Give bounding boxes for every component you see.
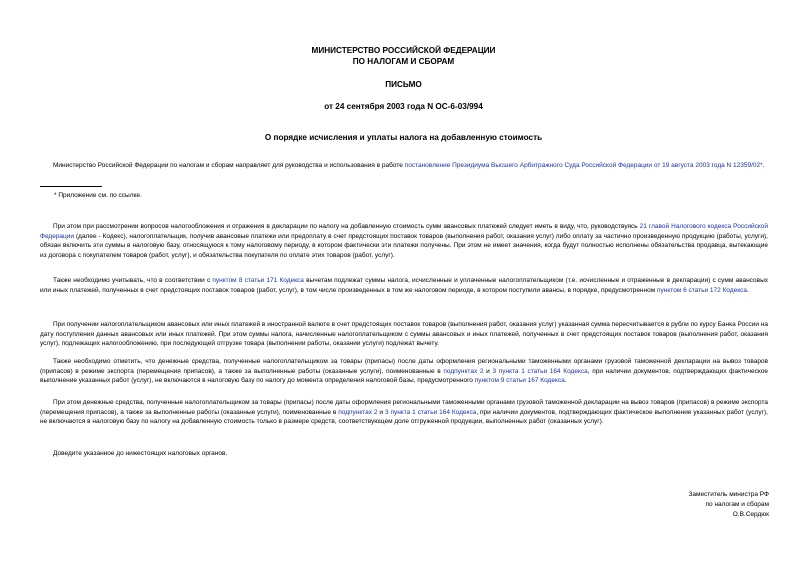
paragraph-text: . <box>747 286 749 294</box>
paragraph-text: (далее - Кодекс), налогоплательщик, получив авансовые платежи или предоплату в счет предстоящих поставок товаров (выполнения работ, оказания услуг) либо оплату за частично произведенную продукцию (работы, услуги), обязан включить эти суммы в налоговую базу, относящуюся к тому налоговому периоду, в котором фактически эти платежи получены. При этом не имеет значения, когда будут полностью исполнены обязательства продавца, вытекающие из договора с покупателем товаров (работ, услуг), и обязательства покупателя по оплате этих товаров (работ, услуг). <box>40 232 768 259</box>
intro-paragraph <box>40 161 768 171</box>
article-164-link[interactable]: 3 пункта 1 статьи 164 Кодекса <box>384 408 477 416</box>
doc-date: от 24 сентября 2003 года N ОС-6-03/994 <box>324 102 483 111</box>
ministry-line-2: ПО НАЛОГАМ И СБОРАМ <box>352 56 455 66</box>
paragraph-text: и <box>483 367 493 375</box>
paragraph-text: , при наличии документов, подтверждающих фактическое выполнение указанных работ (услуг), не включаются в налоговую базу по налогу на добавленную стоимость только в размере средств, соответствующем доле отгруженной продукции, выполненных работ (оказанных услуг). <box>40 408 768 426</box>
ministry-header <box>0 46 807 67</box>
chapter-21-link[interactable]: 21 главой Налогового кодекса Российской Федерации <box>40 223 768 240</box>
intro-text-end: . <box>762 162 765 169</box>
ministry-line-1: МИНИСТЕРСТВО РОССИЙСКОЙ ФЕДЕРАЦИИ <box>311 46 496 55</box>
article-171-link[interactable]: пунктом 8 статьи 171 Кодекса <box>212 277 304 284</box>
paragraph-text: . <box>564 377 567 385</box>
article-164-link[interactable]: 3 пункта 1 статьи 164 Кодекса <box>492 367 588 375</box>
signature-name: О.В.Сердюк <box>732 511 769 518</box>
paragraph-3 <box>40 320 768 349</box>
paragraph-5 <box>40 398 768 427</box>
resolution-link[interactable]: постановление Президиума Высшего Арбитражного Суда Российской Федерации от 19 августа 2003 года N 12359/02* <box>404 162 763 169</box>
doc-title: О порядке исчисления и уплаты налога на добавленную стоимость <box>264 133 543 142</box>
subparagraph-2-link[interactable]: подпунктах 2 <box>338 408 378 416</box>
paragraph-text: Доведите указанное до нижестоящих налоговых органов. <box>53 450 228 457</box>
signature-line-1: Заместитель министра РФ <box>688 491 769 498</box>
footnote-divider <box>40 186 102 187</box>
paragraph-text: Также необходимо отметить, что денежные средства, полученные налогоплательщиком за товары (припасы) после даты оформления региональными таможенными органами грузовой таможенной декларации на вывоз товаров (припасов) в режиме экспорта (перемещения припасов), а также за выполненные работы (оказанные услуги), поименованные в <box>40 358 768 375</box>
signature-line-2: по налогам и сборам <box>705 501 769 508</box>
paragraph-text: , при наличии документов, подтверждающих фактическое выполнение указанных работ (услуг), не включаются в налоговую базу по налогу до момента определения налоговой базы, предусмотренного <box>40 367 769 385</box>
paragraph-text: При этом денежные средства, полученные налогоплательщиком за товары (припасы) после даты оформления региональными таможенными органами грузовой таможенной декларации на вывоз товаров (припасов) в режиме экспорта (перемещения припасов), а также за выполненные работы (оказанные услуги), поименованные в <box>40 399 768 416</box>
paragraph-text: При этом при рассмотрении вопросов налогообложения и отражения в декларации по налогу на добавленную стоимость сумм авансовых платежей следует иметь в виду, что, руководствуясь <box>53 223 640 230</box>
paragraph-2 <box>40 276 768 295</box>
paragraph-text: вычетам подлежат суммы налога, исчисленные и уплаченные налогоплательщиком (т.е. исчисленные и отраженные в декларации) с сумм авансовых или иных платежей, полученных в счет предстоящих поставок товаров (работ, услуг), в том числе произведенных в том же налоговом периоде, в котором поступили авансы, в порядке, предусмотренном <box>40 277 768 294</box>
paragraph-1 <box>40 222 768 260</box>
paragraph-text: и <box>377 408 385 416</box>
paragraph-4 <box>40 357 768 386</box>
article-167-link[interactable]: пунктом 9 статьи 167 Кодекса <box>474 377 565 385</box>
paragraph-text: При получении налогоплательщиком авансовых или иных платежей в иностранной валюте в счет предстоящих поставок товаров (выполнения работ, оказания услуг) указанная сумма пересчитывается в рубли по курсу Банка России на дату поступления данных авансовых или иных платежей. При этом суммы налога, начисленные налогоплательщиком с суммы авансовых и иных платежей, полученных в счет предстоящих поставок товаров (выполнения работ, оказания услуг), подлежащих налогообложению, при последующей отгрузке товара (выполнении работы, оказании услуги) подлежат вычету. <box>40 321 768 348</box>
subparagraph-2-link[interactable]: подпунктах 2 <box>443 367 484 375</box>
doc-type: ПИСЬМО <box>385 80 422 89</box>
intro-text: Министерство Российской Федерации по налогам и сборам направляет для руководства и использования в работе <box>53 162 405 169</box>
paragraph-text: Также необходимо учитывать, что в соответствии с <box>53 277 213 284</box>
article-172-link[interactable]: пунктом 6 статьи 172 Кодекса <box>657 286 748 294</box>
signature-block <box>569 490 769 520</box>
paragraph-6 <box>40 449 768 459</box>
footnote: * Приложение см. по ссылке. <box>54 192 142 199</box>
